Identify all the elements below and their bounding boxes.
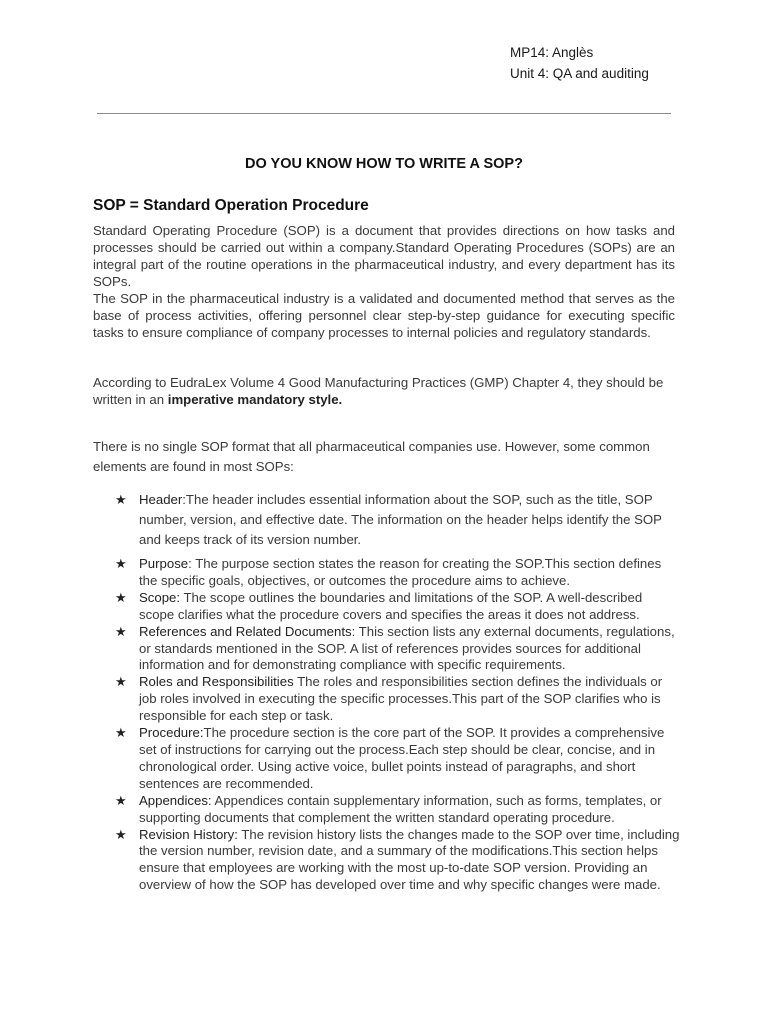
list-item (115, 624, 680, 675)
element-term: Appendices (139, 792, 208, 808)
list-item (115, 793, 680, 827)
element-description: The scope outlines the boundaries and limitations of the SOP. A well-described scope clarifies what the procedure covers and specifies the areas it does not address. (139, 589, 643, 622)
star-bullet-icon: ★ (115, 674, 127, 690)
star-bullet-icon: ★ (115, 556, 127, 571)
element-term: References and Related Documents (139, 623, 352, 639)
element-description: The procedure section is the core part of the SOP. It provides a comprehensive set of instructions for carrying out the process.Each step should be clear, concise, and in chronological order. Using active voice, bullet points instead of paragraphs, and short sentences are recommended. (139, 725, 665, 791)
format-paragraph: There is no single SOP format that all pharmaceutical companies use. However, some common elements are found in most SOPs: (93, 439, 650, 474)
eudralex-paragraph (93, 375, 675, 409)
list-item (115, 590, 680, 624)
validated-paragraph: The SOP in the pharmaceutical industry is a validated and documented method that serves as the base of process activities, offering personnel clear step-by-step guidance for executing specific tasks to ensure compliance of company processes to internal policies and regulatory standards. (93, 291, 675, 340)
element-description: : Appendices contain supplementary information, such as forms, templates, or supporting documents that complement the written standard operating procedure. (139, 792, 662, 825)
unit-label: Unit 4: QA and auditing (510, 66, 649, 81)
element-term: Revision History: (139, 826, 238, 842)
list-item (115, 725, 680, 793)
element-term: Header (139, 492, 183, 507)
list-item (115, 490, 680, 550)
course-label: MP14: Anglès (510, 45, 594, 60)
list-item (115, 556, 680, 590)
eudralex-text: According to EudraLex Volume 4 Good Manufacturing Practices (GMP) Chapter 4, they should be written in an (93, 375, 664, 407)
star-bullet-icon: ★ (115, 792, 127, 808)
star-bullet-icon: ★ (115, 589, 127, 605)
page-title: DO YOU KNOW HOW TO WRITE A SOP? (245, 156, 523, 172)
eudralex-emphasis: imperative mandatory style. (167, 391, 343, 407)
element-term: Scope: (139, 589, 181, 605)
element-description: : The purpose section states the reason for creating the SOP.This section defines the specific goals, objectives, or outcomes the procedure aims to achieve. (139, 556, 662, 588)
document-header (510, 42, 649, 84)
header-divider (97, 113, 671, 114)
star-bullet-icon: ★ (115, 725, 127, 741)
element-description: : This section lists any external documents, regulations, or standards mentioned in the SOP. A list of references provides sources for additional information and for demonstrating compliance with specific requirements. (139, 623, 675, 673)
sop-elements-list (115, 490, 680, 894)
element-term: Roles and Responsibilities (139, 674, 294, 690)
list-item (115, 674, 680, 725)
element-term: Procedure: (139, 725, 204, 741)
element-description: The revision history lists the changes made to the SOP over time, including the version number, revision date, and a summary of the modifications.This section helps ensure that employees are working with the most up-to-date SOP version. Providing an overview of how the SOP has developed over time and why specific changes were made. (139, 826, 680, 893)
section-subtitle: SOP = Standard Operation Procedure (93, 197, 369, 214)
star-bullet-icon: ★ (115, 623, 127, 639)
element-description: :The header includes essential information about the SOP, such as the title, SOP number, version, and effective date. The information on the header helps identify the SOP and keeps track of its version number. (139, 492, 662, 547)
list-item (115, 827, 680, 895)
star-bullet-icon: ★ (115, 492, 127, 507)
element-description: The roles and responsibilities section defines the individuals or job roles involved in executing the specific processes.This part of the SOP clarifies who is responsible for each step or task. (139, 674, 663, 724)
star-bullet-icon: ★ (115, 826, 127, 842)
intro-paragraph: Standard Operating Procedure (SOP) is a document that provides directions on how tasks and processes should be carried out within a company.Standard Operating Procedures (SOPs) are an integral part of the routine operations in the pharmaceutical industry, and every department has its SOPs. (93, 223, 675, 289)
element-term: Purpose (139, 556, 189, 571)
